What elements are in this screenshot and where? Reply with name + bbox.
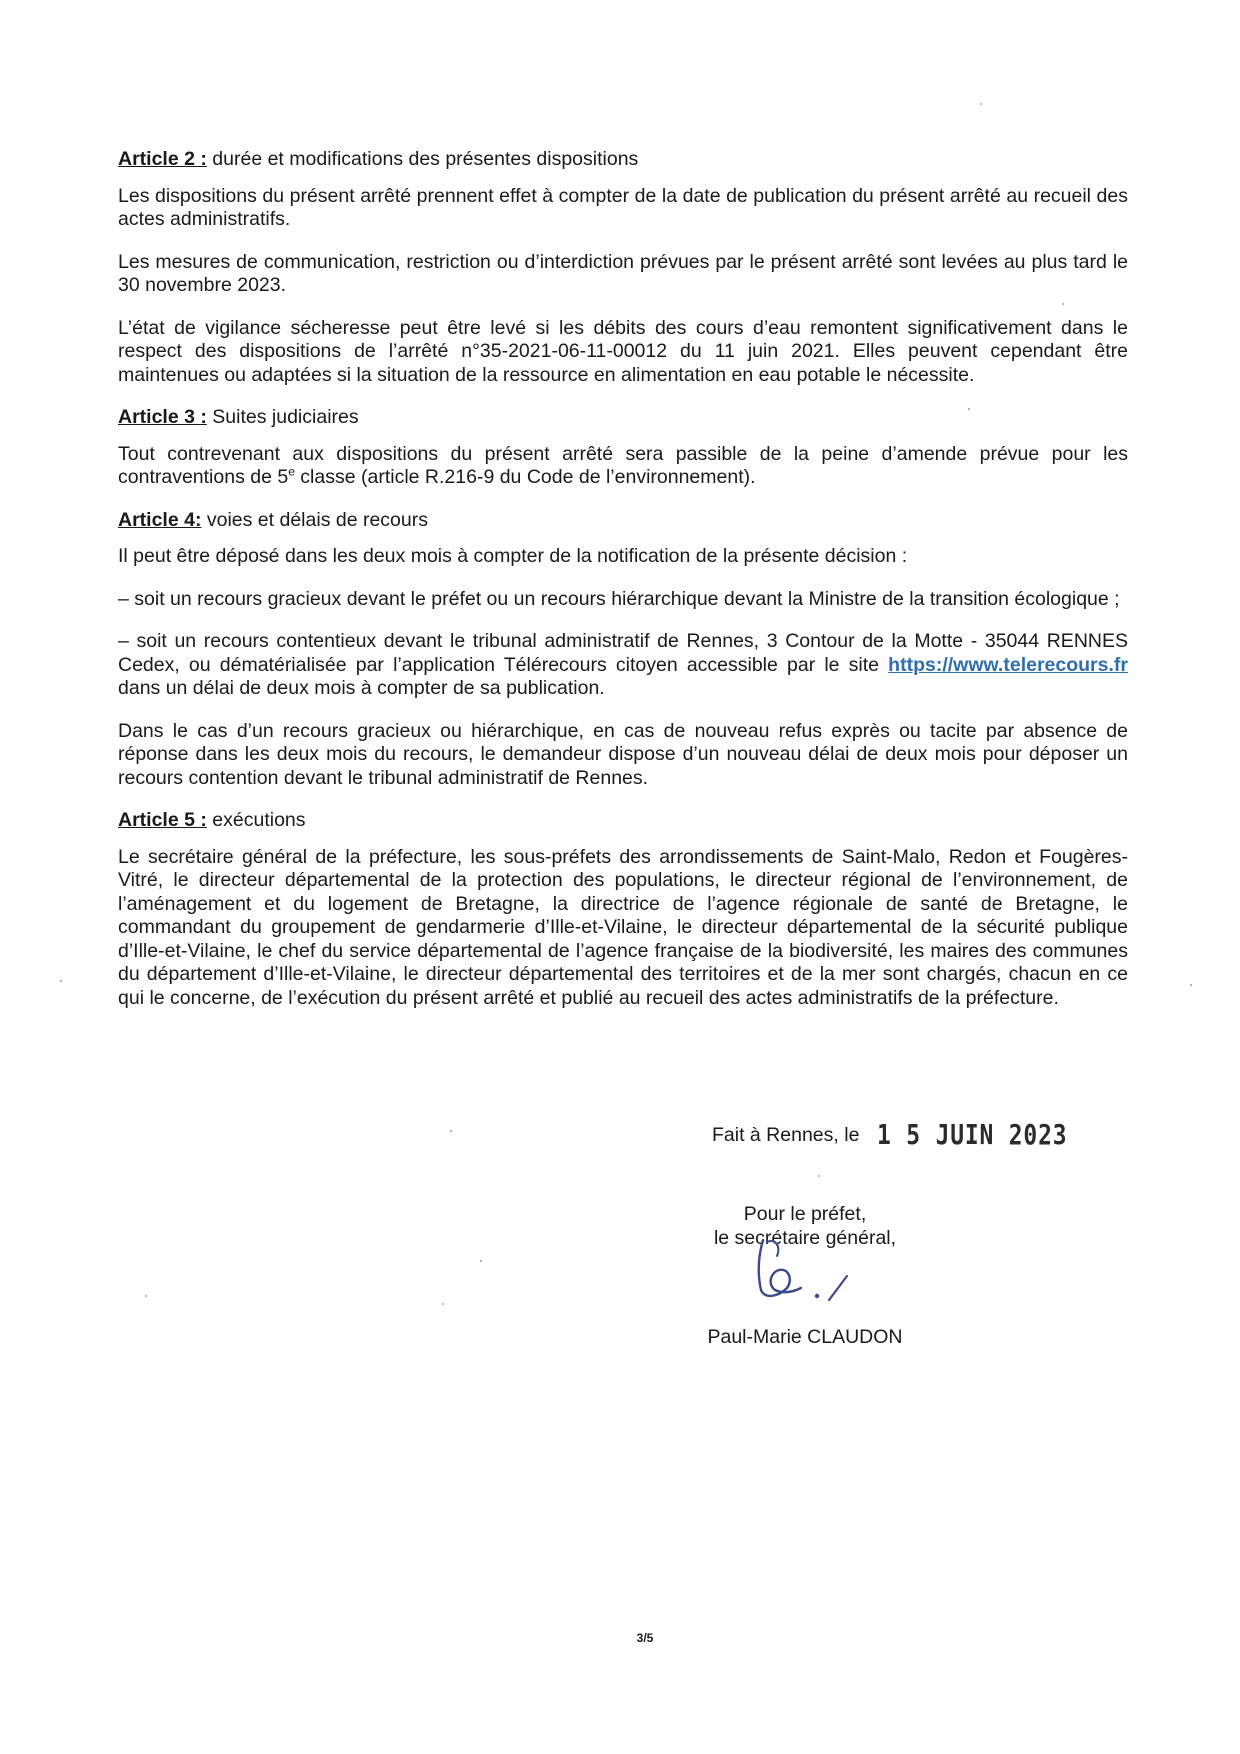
article-2-paragraph-2: Les mesures de communication, restriction ou d’interdiction prévues par le présent arrêté sont levées au plus tard le 30 novembre 2023.: [118, 250, 1128, 296]
scan-speck: [60, 980, 62, 982]
scan-speck: [442, 1303, 444, 1305]
article-3-paragraph: [118, 443, 1128, 490]
article-4-paragraph-3: [118, 630, 1128, 701]
article-5-paragraph: Le secrétaire général de la préfecture, les sous-préfets des arrondissements de Saint-Malo, Redon et Fougères-Vitré, le directeur départemental de la protection des populations, le directeur régional de l’environnement, de l’aménagement et du logement de Bretagne, la directrice de l’agence régionale de santé de Bretagne, le commandant du groupement de gendarmerie d’Ille-et-Vilaine, le directeur départemental de la sécurité publique d’Ille-et-Vilaine, le chef du service départemental de l’agence française de la biodiversité, les maires des communes du département d’Ille-et-Vilaine, le directeur départemental des territoires et de la mer sont chargés, chacun en ce qui le concerne, de l’exécution du présent arrêté et publié au recueil des actes administratifs de la préfecture.: [118, 845, 1128, 1009]
article-3-text-after: classe (article R.216-9 du Code de l’environnement).: [294, 466, 756, 488]
article-3-heading: [118, 406, 1128, 430]
article-4-link-text-after: dans un délai de deux mois à compter de sa publication.: [118, 677, 605, 699]
scan-speck: [968, 408, 970, 410]
scan-speck: [480, 1260, 482, 1262]
article-4-title: voies et délais de recours: [201, 508, 428, 531]
article-4-paragraph-2: – soit un recours gracieux devant le préfet ou un recours hiérarchique devant la Ministre de la transition écologique ;: [118, 587, 1120, 610]
place-label: Fait à Rennes, le: [712, 1124, 860, 1146]
article-4-paragraph-4: Dans le cas d’un recours gracieux ou hiérarchique, en cas de nouveau refus exprès ou tacite par absence de réponse dans les deux mois du recours, le demandeur dispose d’un nouveau délai de deux mois pour déposer un recours contention devant le tribunal administratif de Rennes.: [118, 719, 1128, 789]
article-5-title: exécutions: [206, 809, 306, 831]
scan-speck: [145, 1295, 147, 1297]
scan-speck: [980, 103, 982, 105]
scan-speck: [450, 1130, 452, 1132]
article-2-paragraph-3: L’état de vigilance sécheresse peut être levé si les débits des cours d’eau remontent significativement dans le respect des dispositions de l’arrêté n°35-2021-06-11-00012 du 11 juin 2021. Elles peuvent cependant être maintenues ou adaptées si la situation de la ressource en alimentation en eau potable le nécessite.: [118, 316, 1128, 386]
article-2-paragraph-1: Les dispositions du présent arrêté prennent effet à compter de la date de publication du présent arrêté au recueil des actes administratifs.: [118, 184, 1128, 230]
article-3-text-before: Tout contrevenant aux dispositions du présent arrêté sera passible de la peine d’amende prévue pour les contraventions de 5: [118, 442, 1128, 488]
article-4-label: Article 4:: [118, 508, 202, 531]
article-5-label: Article 5 :: [118, 809, 207, 831]
article-3-superscript: e: [288, 464, 295, 479]
article-3-title: Suites judiciaires: [206, 406, 359, 428]
article-2-title: durée et modifications des présentes dispositions: [206, 148, 639, 170]
article-2-label: Article 2 :: [118, 148, 207, 170]
article-4-heading: [118, 509, 1128, 533]
document-body: [118, 148, 1128, 1029]
scan-speck: [1190, 984, 1192, 986]
handwritten-signature: [745, 1234, 865, 1314]
article-3-label: Article 3 :: [118, 406, 207, 428]
article-2-heading: [118, 148, 1128, 172]
signature-date-line: [712, 1118, 1110, 1151]
signer-name: Paul-Marie CLAUDON: [707, 1326, 903, 1348]
date-stamp: 1 5 JUIN 2023: [877, 1118, 1068, 1151]
article-5-heading: [118, 809, 1128, 833]
scan-speck: [818, 1175, 820, 1177]
scan-speck: [1062, 303, 1064, 305]
article-4-link-text-before: – soit un recours contentieux devant le tribunal administratif de Rennes, 3 Contour de la Motte - 35044 RENNES Cedex, ou dématérialisée par l’application Télérecours citoyen accessible par le site: [118, 630, 1128, 676]
signature-line-1: Pour le préfet,: [743, 1203, 867, 1225]
article-4-paragraph-1: Il peut être déposé dans les deux mois à compter de la notification de la présente décision :: [118, 545, 908, 567]
telerecours-link[interactable]: https://www.telerecours.fr: [888, 653, 1128, 676]
page-number: 3/5: [636, 1631, 654, 1645]
signature-line-2: le secrétaire général,: [713, 1227, 897, 1249]
